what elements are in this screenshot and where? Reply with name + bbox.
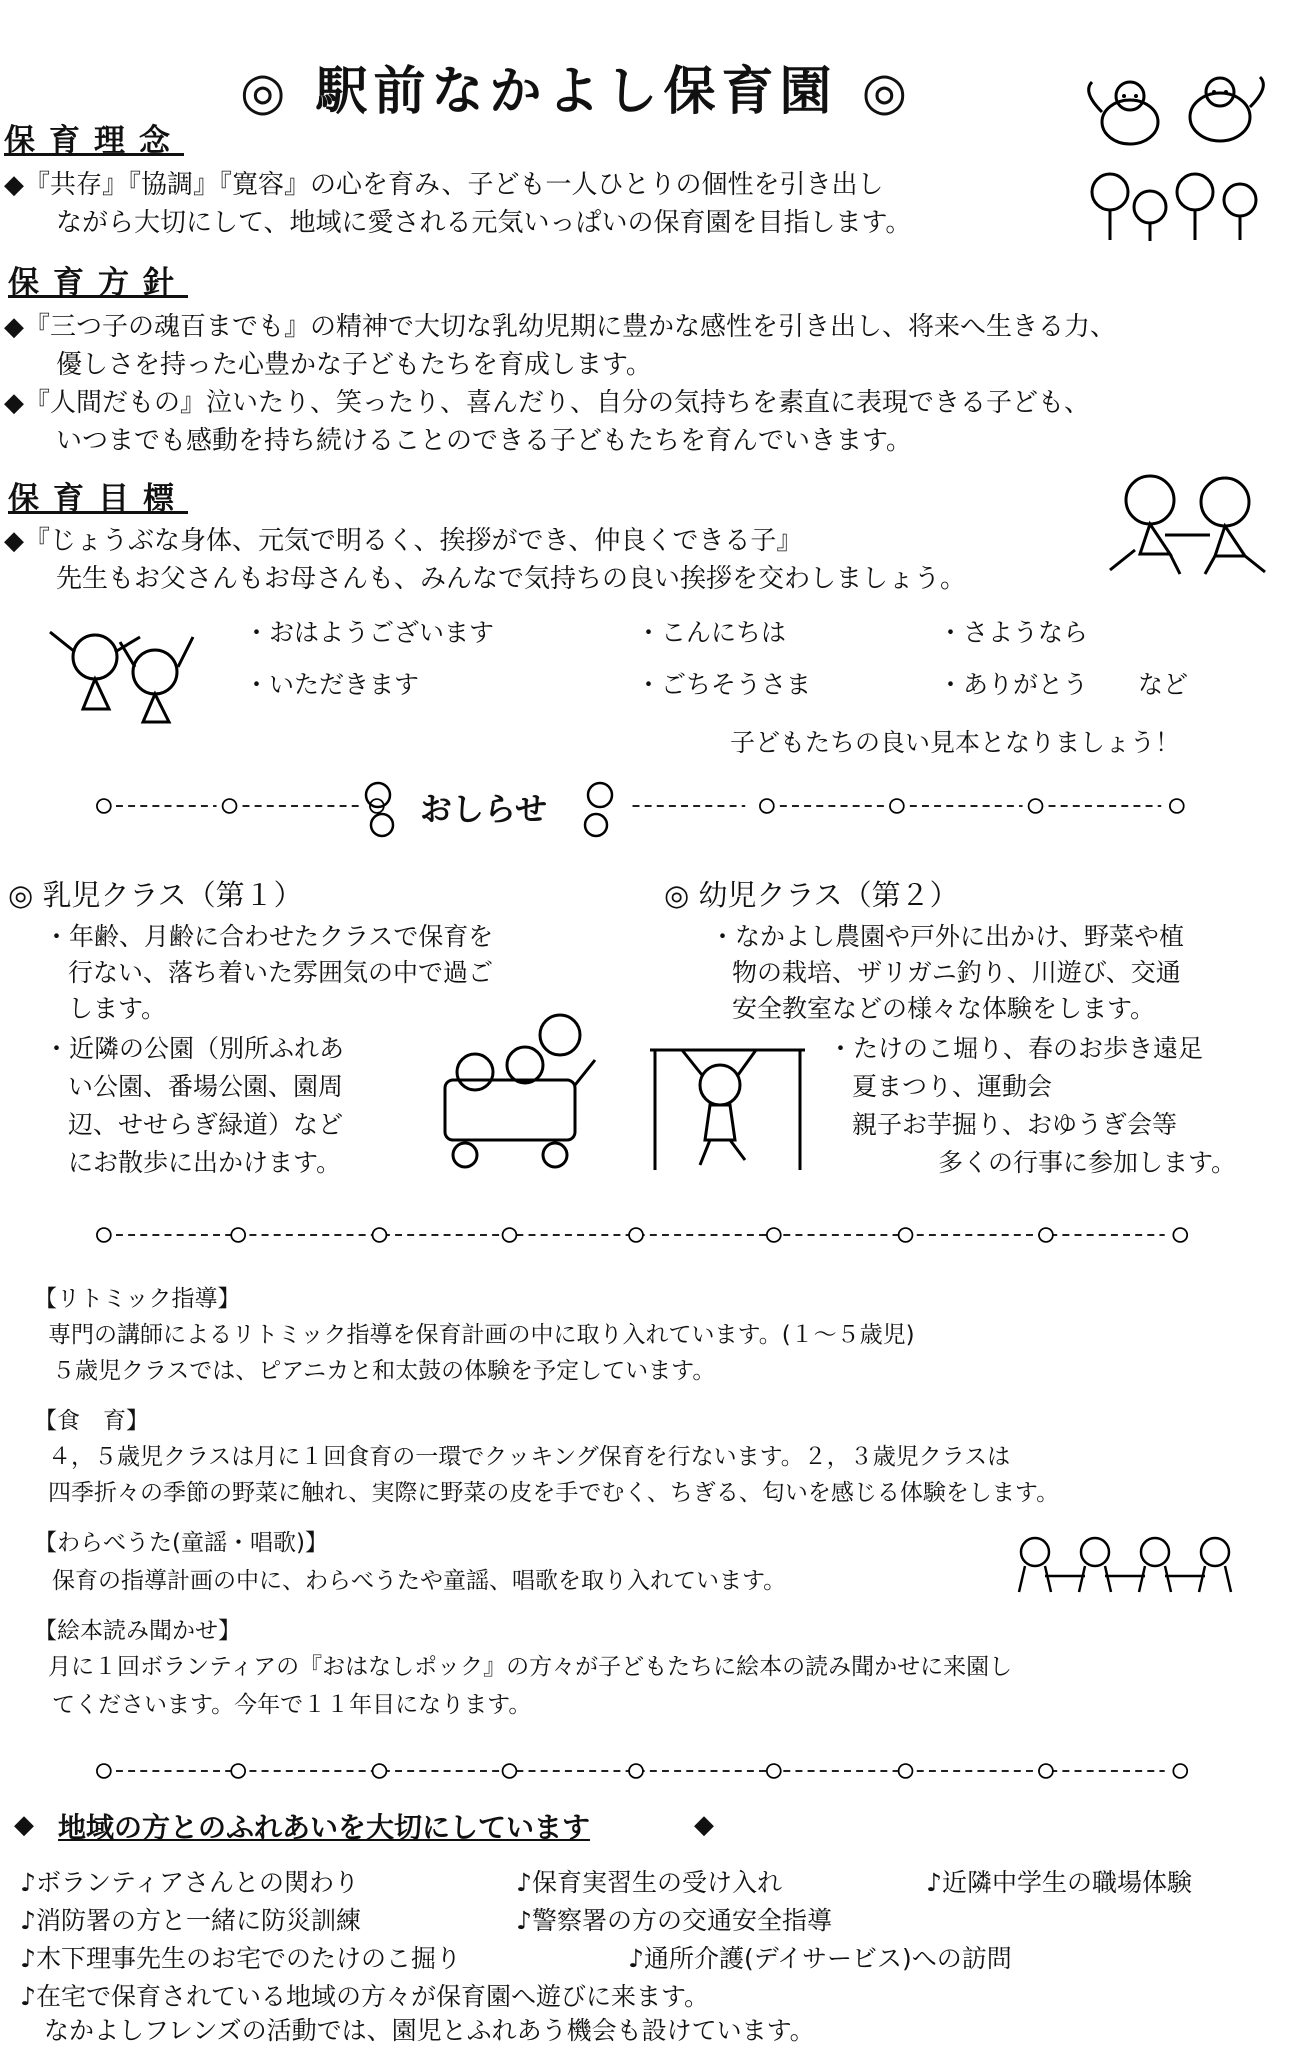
baby-stroller-illustration — [430, 1010, 605, 1175]
greeting-konnichiwa: ・こんにちは — [636, 618, 787, 647]
goals-line-2: 先生もお父さんもお母さんも、みんなで気持ちの良い挨拶を交わしましょう。 — [56, 564, 967, 594]
notice-label: おしらせ — [420, 790, 548, 828]
diamond-icon-left: ◆ — [14, 1810, 34, 1840]
philosophy-line-2: ながら大切にして、地域に愛される元気いっぱいの保育園を目指します。 — [56, 208, 912, 238]
program-rhythmic-title: 【リトミック指導】 — [34, 1286, 241, 1312]
program-song-line-1: 保育の指導計画の中に、わらべうたや童謡、唱歌を取り入れています。 — [52, 1568, 787, 1594]
flower-divider-3 — [0, 1758, 1298, 1784]
smiley-faces-icon — [360, 775, 620, 845]
page-title: ◎ 駅前なかよし保育園 ◎ — [240, 62, 913, 122]
community-item-3: ♪近隣中学生の職場体験 — [926, 1868, 1192, 1897]
greeting-sayounara: ・さようなら — [938, 618, 1089, 647]
philosophy-line-1: ◆『共存』『協調』『寛容』の心を育み、子ども一人ひとりの個性を引き出し — [4, 170, 884, 200]
policy-line-4: いつまでも感動を持ち続けることのできる子どもたちを育んでいきます。 — [56, 426, 912, 456]
greeting-itadakimasu: ・いただきます — [244, 670, 420, 699]
goals-heading: 保育目標 — [8, 481, 188, 517]
greeting-arigatou: ・ありがとう など — [938, 670, 1189, 699]
infant-line-3: します。 — [68, 994, 167, 1023]
greetings-closing: 子どもたちの良い見本となりましょう！ — [730, 728, 1181, 757]
monkey-bars-child-illustration — [640, 1040, 815, 1175]
infant-line-2: 行ない、落ち着いた雰囲気の中で過ご — [68, 958, 494, 987]
community-item-7: ♪通所介護(デイサービス)への訪問 — [628, 1944, 1012, 1973]
policy-line-2: 優しさを持った心豊かな子どもたちを育成します。 — [56, 350, 652, 380]
program-food-title: 【食 育】 — [34, 1408, 149, 1434]
philosophy-heading: 保育理念 — [4, 123, 184, 159]
goals-line-1: ◆『じょうぶな身体、元気で明るく、挨拶ができ、仲良くできる子』 — [4, 526, 803, 556]
policy-heading: 保育方針 — [8, 265, 188, 301]
child-line-3: 安全教室などの様々な体験をします。 — [732, 994, 1156, 1023]
infant-line-6: 辺、せせらぎ緑道）など — [68, 1110, 344, 1139]
policy-line-1: ◆『三つ子の魂百までも』の精神で大切な乳幼児期に豊かな感性を引き出し、将来へ生きる力、 — [4, 312, 1116, 342]
child-line-5: 夏まつり、運動会 — [852, 1072, 1053, 1101]
program-rhythmic-line-2: ５歳児クラスでは、ピアニカと和太鼓の体験を予定しています。 — [52, 1358, 716, 1384]
community-item-5: ♪警察署の方の交通安全指導 — [516, 1906, 832, 1935]
children-jumping-illustration — [40, 612, 200, 732]
program-picture-book-title: 【絵本読み聞かせ】 — [34, 1618, 241, 1644]
child-line-4: ・たけのこ堀り、春のお歩き遠足 — [828, 1034, 1204, 1063]
infant-class-heading: ◎ 乳児クラス（第１） — [8, 878, 303, 912]
community-item-4: ♪消防署の方と一緒に防災訓練 — [20, 1906, 361, 1935]
policy-line-3: ◆『人間だもの』泣いたり、笑ったり、喜んだり、自分の気持ちを素直に表現できる子ども、 — [4, 388, 1090, 418]
child-line-2: 物の栽培、ザリガニ釣り、川遊び、交通 — [732, 958, 1181, 987]
community-item-2: ♪保育実習生の受け入れ — [516, 1868, 782, 1897]
flower-divider-1 — [0, 793, 1298, 819]
infant-line-5: い公園、番場公園、園周 — [68, 1072, 344, 1101]
child-class-heading: ◎ 幼児クラス（第２） — [664, 878, 959, 912]
diamond-icon-right: ◆ — [694, 1810, 714, 1840]
program-food-line-2: 四季折々の季節の野菜に触れ、実際に野菜の皮を手でむく、ちぎる、匂いを感じる体験をします。 — [48, 1480, 1060, 1506]
program-song-title: 【わらべうた(童謡・唱歌)】 — [34, 1530, 328, 1556]
greeting-ohayou: ・おはようございます — [244, 618, 495, 647]
child-line-6: 親子お芋掘り、おゆうぎ会等 — [852, 1110, 1178, 1139]
children-row-illustration — [1005, 1530, 1245, 1600]
program-picture-book-line-2: てくださいます。今年で１１年目になります。 — [52, 1692, 532, 1718]
bees-flowers-illustration — [1070, 72, 1290, 242]
flower-divider-2 — [0, 1222, 1298, 1248]
infant-line-1: ・年齢、月齢に合わせたクラスで保育を — [44, 922, 494, 951]
community-item-9: なかよしフレンズの活動では、園児とふれあう機会も設けています。 — [44, 2016, 815, 2045]
community-item-6: ♪木下理事先生のお宅でのたけのこ掘り — [20, 1944, 461, 1973]
community-item-1: ♪ボランティアさんとの関わり — [20, 1868, 359, 1897]
infant-line-7: にお散歩に出かけます。 — [68, 1148, 342, 1177]
program-picture-book-line-1: 月に１回ボランティアの『おはなしポック』の方々が子どもたちに絵本の読み聞かせに来園し — [48, 1654, 1013, 1680]
greeting-gochisousama: ・ごちそうさま — [636, 670, 812, 699]
program-food-line-1: ４，５歳児クラスは月に１回食育の一環でクッキング保育を行ないます。２，３歳児クラスは — [48, 1444, 1011, 1470]
child-line-1: ・なかよし農園や戸外に出かけ、野菜や植 — [710, 922, 1185, 951]
infant-line-4: ・近隣の公園（別所ふれあ — [44, 1034, 345, 1063]
program-rhythmic-line-1: 専門の講師によるリトミック指導を保育計画の中に取り入れています。(１～５歳児) — [48, 1322, 915, 1348]
children-holding-hands-illustration — [1095, 460, 1275, 580]
community-item-8: ♪在宅で保育されている地域の方々が保育園へ遊びに来ます。 — [20, 1982, 709, 2011]
child-line-7: 多くの行事に参加します。 — [938, 1148, 1237, 1177]
community-heading: 地域の方とのふれあいを大切にしています — [58, 1811, 591, 1844]
